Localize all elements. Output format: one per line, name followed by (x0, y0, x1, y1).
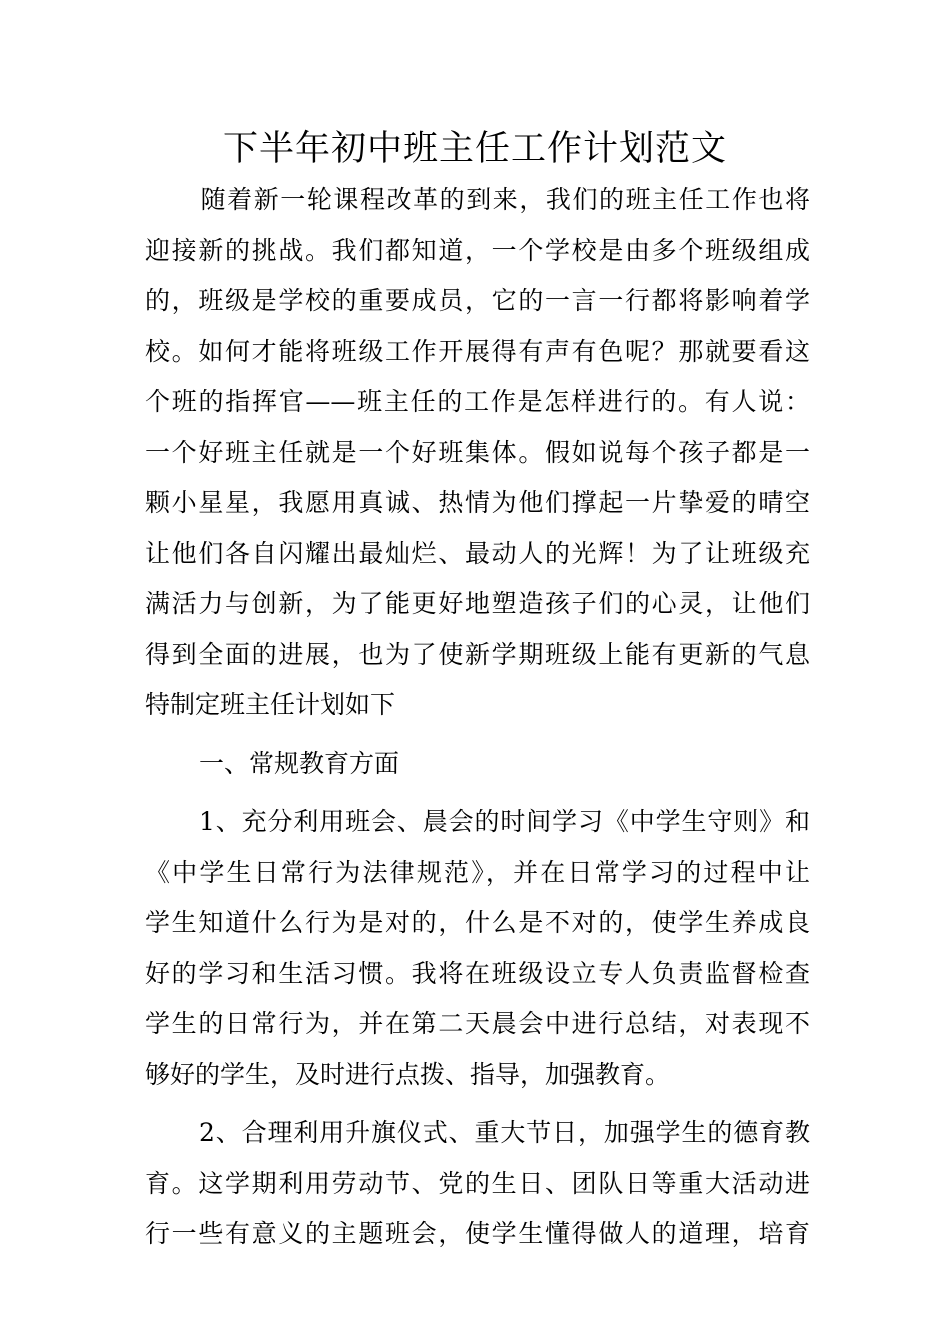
intro-line-4: 校。如何才能将班级工作开展得有声有色呢？那就要看这 (145, 336, 810, 366)
intro-line-5: 个班的指挥官——班主任的工作是怎样进行的。有人说： (145, 387, 810, 416)
document-title: 下半年初中班主任工作计划范文 (222, 129, 727, 169)
intro-line-3: 的，班级是学校的重要成员，它的一言一行都将影响着学 (145, 286, 810, 315)
item1-line-2: 《中学生日常行为法律规范》，并在日常学习的过程中让 (145, 857, 810, 887)
item1-line-5: 学生的日常行为，并在第二天晨会中进行总结，对表现不 (145, 1009, 810, 1038)
intro-line-1: 随着新一轮课程改革的到来，我们的班主任工作也将 (199, 185, 810, 214)
section-heading: 一、常规教育方面 (199, 748, 400, 778)
paragraph-gap (145, 731, 810, 739)
intro-line-8: 让他们各自闪耀出最灿烂、最动人的光辉！为了让班级充 (145, 538, 810, 568)
intro-line-6: 一个好班主任就是一个好班集体。假如说每个孩子都是一 (145, 437, 810, 467)
intro-line-11: 特制定班主任计划如下 (145, 690, 396, 719)
paragraph-gap (145, 789, 810, 797)
item1-line-1: 1、充分利用班会、晨会的时间学习《中学生守则》和 (199, 807, 810, 836)
intro-line-7: 颗小星星，我愿用真诚、热情为他们撑起一片挚爱的晴空 (145, 488, 810, 517)
item1-line-3: 学生知道什么行为是对的，什么是不对的，使学生养成良 (145, 908, 810, 937)
item1-line-6: 够好的学生，及时进行点拨、指导，加强教育。 (145, 1059, 671, 1089)
intro-line-9: 满活力与创新，为了能更好地塑造孩子们的心灵，让他们 (145, 589, 810, 618)
intro-line-10: 得到全面的进展，也为了使新学期班级上能有更新的气息 (145, 639, 810, 669)
item2-line-2: 育。这学期利用劳动节、党的生日、团队日等重大活动进 (145, 1168, 810, 1198)
intro-line-2: 迎接新的挑战。我们都知道，一个学校是由多个班级组成 (145, 235, 810, 265)
item1-line-4: 好的学习和生活习惯。我将在班级设立专人负责监督检查 (145, 958, 810, 988)
paragraph-gap (145, 1100, 810, 1108)
document-body (145, 175, 810, 1260)
item2-line-1: 2、合理利用升旗仪式、重大节日，加强学生的德育教 (199, 1118, 810, 1147)
item2-line-3: 行一些有意义的主题班会，使学生懂得做人的道理，培育 (145, 1219, 810, 1248)
